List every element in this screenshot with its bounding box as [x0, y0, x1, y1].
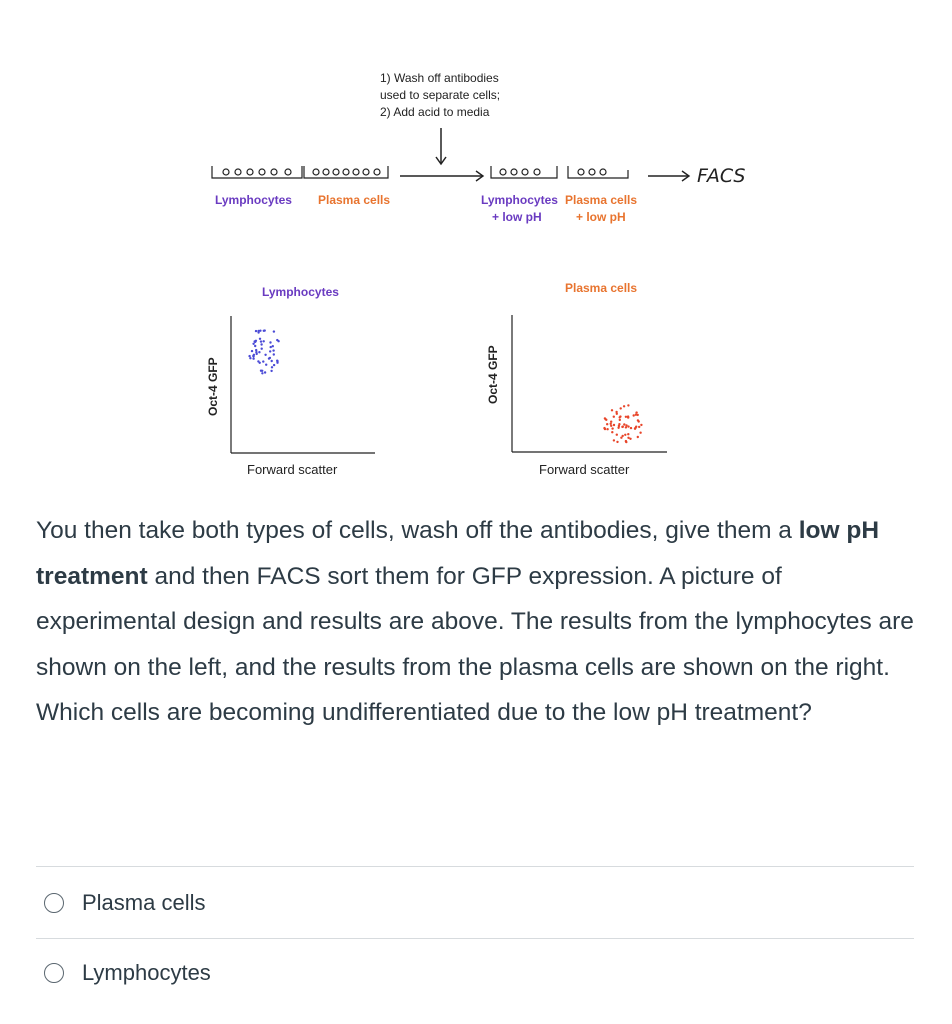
- scatter-dot: [273, 364, 275, 366]
- scatter-dot: [613, 424, 615, 426]
- scatter-dot: [272, 345, 274, 347]
- scatter-dot: [637, 436, 639, 438]
- scatter-dot: [248, 355, 250, 357]
- scatter-dot: [618, 425, 620, 427]
- after-label-plasma: Plasma cells: [565, 193, 638, 207]
- question-part-1: You then take both types of cells, wash off the antibodies, give them a: [36, 517, 799, 544]
- question-part-2: and then FACS sort them for GFP expression. A picture of experimental design and results are above. The results from the lymphocytes are shown on the left, and the results from the plasma cells are shown on the right. Which cells are becoming undifferentiated due to the low pH treatment?: [36, 562, 914, 726]
- scatter-dot: [603, 427, 605, 429]
- scatter-dot: [271, 366, 273, 368]
- scatter-dot: [635, 426, 637, 428]
- scatter-dot: [260, 340, 262, 342]
- step-text-line-3: 2) Add acid to media: [380, 105, 490, 119]
- left-plot-axes: [231, 316, 375, 453]
- scatter-dot: [276, 339, 278, 341]
- scatter-dot: [252, 343, 254, 345]
- after-label-plasma-sub: + low pH: [576, 210, 626, 224]
- scatter-dot: [627, 433, 629, 435]
- scatter-dot: [623, 405, 625, 407]
- scatter-dot: [606, 423, 608, 425]
- scatter-dot: [259, 330, 261, 332]
- scatter-dot: [253, 354, 255, 356]
- scatter-dot: [613, 416, 615, 418]
- right-plot-dots: [603, 404, 642, 443]
- scatter-dot: [613, 439, 615, 441]
- scatter-dot: [633, 414, 635, 416]
- scatter-dot: [629, 438, 631, 440]
- scatter-dot: [639, 432, 641, 434]
- divider-middle: [36, 938, 914, 939]
- scatter-dot: [261, 348, 263, 350]
- scatter-dot: [611, 409, 613, 411]
- scatter-dot: [269, 341, 271, 343]
- scatter-dot: [635, 411, 637, 413]
- scatter-dot: [635, 414, 637, 416]
- step-text-line-1: 1) Wash off antibodies: [380, 71, 499, 85]
- scatter-dot: [261, 370, 263, 372]
- scatter-dot: [611, 427, 613, 429]
- plasma-low-ph-dish-icon: [568, 166, 628, 178]
- scatter-dot: [276, 362, 278, 364]
- radio-icon[interactable]: [44, 963, 64, 983]
- scatter-dot: [251, 350, 253, 352]
- right-plot-ylabel: Oct-4 GFP: [486, 345, 500, 404]
- scatter-dot: [262, 360, 264, 362]
- scatter-dot: [273, 353, 275, 355]
- radio-icon[interactable]: [44, 893, 64, 913]
- scatter-dot: [616, 413, 618, 415]
- right-plot-axes: [512, 315, 667, 452]
- left-plot-title: Lymphocytes: [262, 285, 339, 299]
- scatter-dot: [622, 435, 624, 437]
- scatter-dot: [252, 358, 254, 360]
- scatter-dot: [264, 371, 266, 373]
- lymphocyte-dish-icon: [212, 166, 302, 178]
- left-plot-ylabel: Oct-4 GFP: [206, 357, 220, 416]
- down-arrow-icon: [436, 128, 446, 164]
- scatter-dot: [627, 404, 629, 406]
- scatter-dot: [259, 338, 261, 340]
- right-plot-title: Plasma cells: [565, 281, 638, 295]
- facs-arrow-icon: [648, 171, 689, 181]
- scatter-dot: [260, 343, 262, 345]
- scatter-dot: [265, 364, 267, 366]
- scatter-dot: [619, 415, 621, 417]
- scatter-dot: [249, 357, 251, 359]
- scatter-dot: [271, 360, 273, 362]
- scatter-dot: [255, 351, 257, 353]
- question-text: [36, 508, 916, 736]
- scatter-dot: [263, 330, 265, 332]
- answer-option-lymphocytes[interactable]: [44, 953, 211, 993]
- left-plot-xlabel: Forward scatter: [247, 462, 338, 477]
- divider-top: [36, 866, 914, 867]
- scatter-dot: [630, 427, 632, 429]
- scatter-dot: [259, 362, 261, 364]
- answer-option-plasma-cells[interactable]: [44, 883, 205, 923]
- scatter-dot: [619, 419, 621, 421]
- answer-option-label: Plasma cells: [82, 890, 206, 915]
- scatter-dot: [269, 350, 271, 352]
- answer-option-label: Lymphocytes: [82, 960, 211, 985]
- scatter-dot: [254, 340, 256, 342]
- scatter-dot: [258, 351, 260, 353]
- scatter-dot: [273, 330, 275, 332]
- scatter-dot: [616, 441, 618, 443]
- scatter-dot: [270, 346, 272, 348]
- step-text-line-2: used to separate cells;: [380, 88, 501, 102]
- scatter-dot: [620, 407, 622, 409]
- scatter-dot: [264, 354, 266, 356]
- before-label-lymphocytes: Lymphocytes: [215, 193, 292, 207]
- scatter-dot: [637, 419, 639, 421]
- right-arrow-icon: [400, 171, 483, 181]
- scatter-dot: [610, 425, 612, 427]
- scatter-dot: [624, 434, 626, 436]
- lymphocyte-low-ph-dish-icon: [491, 166, 557, 178]
- scatter-dot: [261, 372, 263, 374]
- scatter-dot: [272, 349, 274, 351]
- scatter-dot: [625, 440, 627, 442]
- scatter-dot: [625, 416, 627, 418]
- scatter-dot: [270, 370, 272, 372]
- scatter-dot: [627, 415, 629, 417]
- question-bold: low pH treatment: [36, 517, 880, 590]
- scatter-dot: [610, 421, 612, 423]
- scatter-dot: [616, 434, 618, 436]
- scatter-dot: [625, 424, 627, 426]
- left-plot-dots: [248, 329, 279, 374]
- before-label-plasma: Plasma cells: [318, 193, 391, 207]
- scatter-dot: [254, 345, 256, 347]
- scatter-dot: [638, 426, 640, 428]
- after-label-lymphocytes: Lymphocytes: [481, 193, 558, 207]
- scatter-dot: [263, 340, 265, 342]
- experiment-figure: [0, 0, 952, 500]
- scatter-dot: [268, 357, 270, 359]
- scatter-dot: [627, 425, 629, 427]
- scatter-dot: [610, 423, 612, 425]
- scatter-dot: [255, 330, 257, 332]
- scatter-dot: [621, 426, 623, 428]
- scatter-dot: [623, 423, 625, 425]
- scatter-dot: [640, 424, 642, 426]
- facs-label: FACS: [697, 165, 746, 187]
- plasma-dish-icon: [304, 166, 388, 178]
- scatter-dot: [606, 428, 608, 430]
- scatter-dot: [611, 431, 613, 433]
- right-plot-xlabel: Forward scatter: [539, 462, 630, 477]
- scatter-dot: [604, 417, 606, 419]
- after-label-lymphocytes-sub: + low pH: [492, 210, 542, 224]
